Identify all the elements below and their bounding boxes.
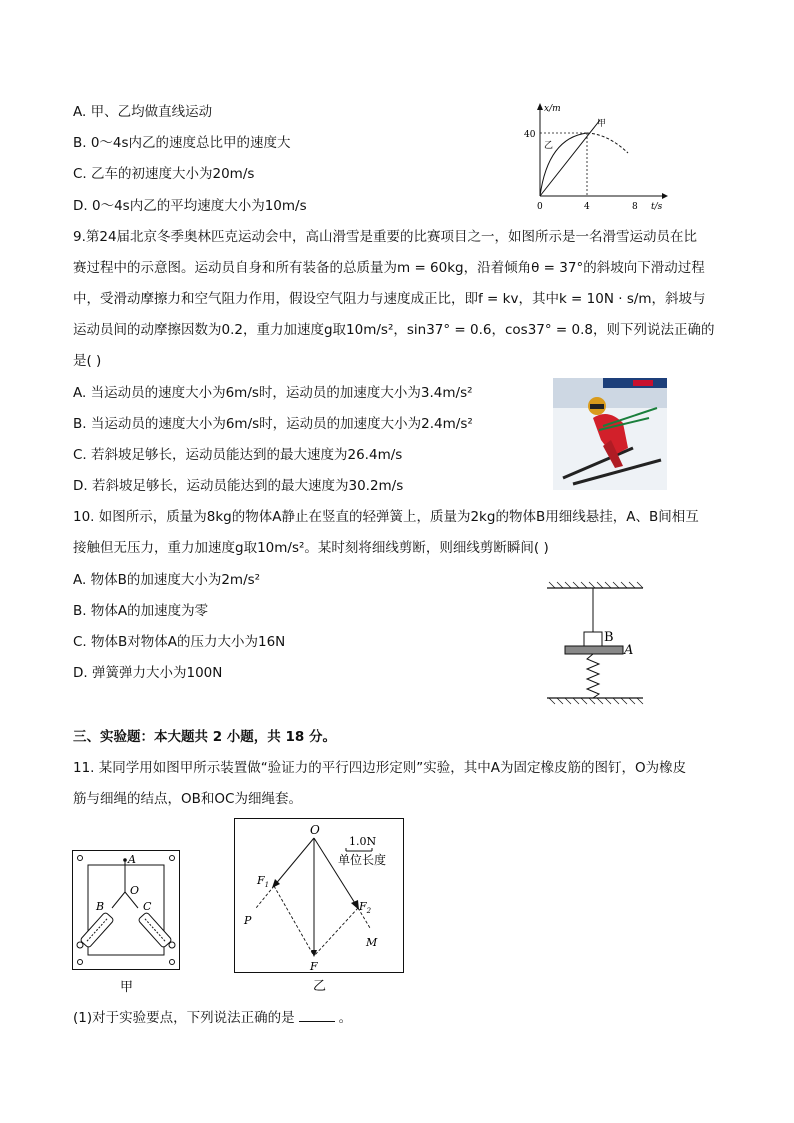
q10-spring-figure — [545, 580, 645, 708]
q10-stem-line-1: 10. 如图所示，质量为8kg的物体A静止在竖直的轻弹簧上，质量为2kg的物体B用细线悬挂，A、B间相互 — [73, 509, 699, 525]
q9-option-b: B. 当运动员的速度大小为6m/s时，运动员的加速度大小为2.4m/s² — [73, 416, 473, 432]
line-jia — [540, 120, 600, 196]
graph-ytick-40: 40 — [524, 130, 536, 140]
label-jia: 甲 — [597, 119, 607, 129]
q10-option-d: D. 弹簧弹力大小为100N — [73, 665, 223, 681]
skier-photo — [553, 378, 667, 490]
graph-xlabel: t/s — [651, 202, 663, 212]
q8-option-d: D. 0～4s内乙的平均速度大小为10m/s — [73, 198, 307, 214]
q11-sub1-end: 。 — [338, 1010, 353, 1026]
graph-xtick-4: 4 — [584, 202, 590, 212]
q9-option-d: D. 若斜坡足够长，运动员能达到的最大速度为30.2m/s — [73, 478, 404, 494]
label-yi: 乙 — [544, 141, 554, 151]
label-f1: $F_1$ — [257, 874, 270, 889]
label-p: P — [244, 914, 252, 927]
q9-stem-line-4: 运动员间的动摩擦因数为0.2，重力加速度g取10m/s²，sin37° = 0.6，cos37° = 0.8，则下列说法正确的 — [73, 322, 715, 338]
label-c: C — [143, 900, 152, 913]
q9-stem-line-3: 中，受滑动摩擦力和空气阻力作用，假设空气阻力与速度成正比，即f = kv，其中k = 10N · s/m，斜坡与 — [73, 291, 706, 307]
q9-stem-line-2: 赛过程中的示意图。运动员自身和所有装备的总质量为m = 60kg，沿着倾角θ = 37°的斜坡向下滑动过程 — [73, 260, 705, 276]
q9-stem-line-1: 9.第24届北京冬季奥林匹克运动会中，高山滑雪是重要的比赛项目之一，如图所示是一名滑雪运动员在比 — [73, 229, 698, 245]
q8-option-c: C. 乙车的初速度大小为20m/s — [73, 166, 255, 182]
caption-yi: 乙 — [313, 979, 327, 994]
vector-f2 — [314, 838, 358, 908]
graph-ylabel: x/m — [544, 104, 561, 114]
q10-option-b: B. 物体A的加速度为零 — [73, 603, 209, 619]
q11-figure-jia — [72, 850, 180, 996]
label-a: A — [624, 643, 634, 658]
q11-stem-line-2: 筋与细绳的结点，OB和OC为细绳套。 — [73, 791, 302, 807]
q10-option-a: A. 物体B的加速度大小为2m/s² — [73, 572, 261, 588]
q11-stem-line-1: 11. 某同学用如图甲所示装置做“验证力的平行四边形定则”实验，其中A为固定橡皮筋的图钉，O为橡皮 — [73, 760, 687, 776]
label-b: B — [96, 900, 105, 913]
q11-sub1 — [73, 1008, 352, 1028]
vector-f1 — [274, 838, 314, 886]
label-o: O — [310, 823, 320, 837]
label-a: A — [128, 853, 136, 866]
scale-unit: 单位长度 — [338, 853, 387, 867]
scale-value: 1.0N — [349, 835, 377, 848]
q8-option-b: B. 0～4s内乙的速度总比甲的速度大 — [73, 135, 291, 151]
label-b: B — [604, 630, 614, 645]
graph-xtick-8: 8 — [632, 202, 638, 212]
graph-xtick-0: 0 — [537, 202, 543, 212]
q9-option-a: A. 当运动员的速度大小为6m/s时，运动员的加速度大小为3.4m/s² — [73, 385, 473, 401]
block-a — [565, 646, 623, 654]
q8-xt-graph — [518, 98, 668, 216]
label-m: M — [366, 936, 378, 949]
q9-option-c: C. 若斜坡足够长，运动员能达到的最大速度为26.4m/s — [73, 447, 403, 463]
q10-stem-line-2: 接触但无压力，重力加速度g取10m/s²。某时刻将细线剪断，则细线剪断瞬间( ) — [73, 540, 549, 556]
label-f2: $F_2$ — [359, 900, 372, 915]
caption-jia: 甲 — [120, 980, 134, 995]
q8-option-a: A. 甲、乙均做直线运动 — [73, 104, 213, 120]
q11-figure-yi — [234, 818, 404, 996]
q11-sub1-text: (1)对于实验要点，下列说法正确的是 — [73, 1010, 295, 1026]
label-o: O — [130, 884, 140, 897]
q9-stem-line-5: 是( ) — [73, 353, 102, 369]
spring — [587, 654, 599, 698]
section-3-title: 三、实验题：本大题共 2 小题，共 18 分。 — [73, 729, 336, 745]
answer-blank[interactable] — [299, 1009, 335, 1022]
label-f: F — [310, 960, 318, 973]
block-b — [584, 632, 602, 646]
q10-option-c: C. 物体B对物体A的压力大小为16N — [73, 634, 286, 650]
